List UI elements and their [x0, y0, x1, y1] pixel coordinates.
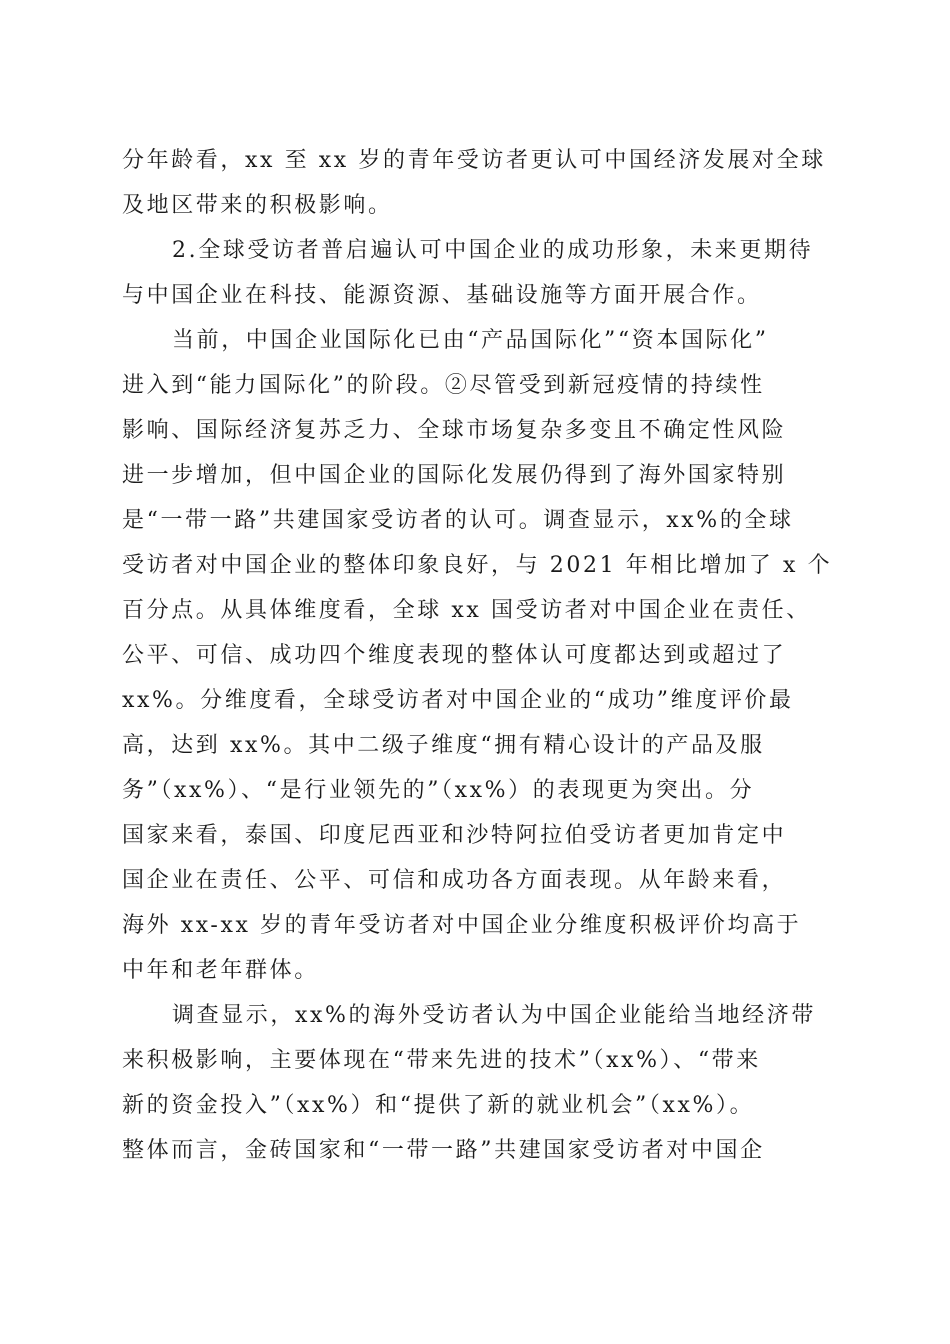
text-line: 整体而言，金砖国家和“一带一路”共建国家受访者对中国企	[122, 1138, 765, 1163]
text-line: 当前，中国企业国际化已由“产品国际化”“资本国际化”	[172, 328, 769, 353]
text-line: 是“一带一路”共建国家受访者的认可。调查显示，xx%的全球	[122, 508, 794, 533]
text-line: 中年和老年群体。	[122, 958, 319, 983]
text-line: 国家来看，泰国、印度尼西亚和沙特阿拉伯受访者更加肯定中	[122, 823, 787, 848]
text-line: 影响、国际经济复苏乏力、全球市场复杂多变且不确定性风险	[122, 418, 787, 443]
text-line: 受访者对中国企业的整体印象良好，与 2021 年相比增加了 x 个	[122, 553, 833, 578]
text-line: 高，达到 xx%。其中二级子维度“拥有精心设计的产品及服	[122, 733, 765, 758]
text-line: 国企业在责任、公平、可信和成功各方面表现。从年龄来看，	[122, 868, 787, 893]
text-line: 务”（xx%）、“是行业领先的”（xx%）的表现更为突出。分	[122, 778, 755, 803]
document-page	[122, 138, 833, 1173]
paragraph-internationalization	[122, 318, 833, 993]
text-line: xx%。分维度看，全球受访者对中国企业的“成功”维度评价最	[122, 688, 794, 713]
heading-line: 2.全球受访者普启遍认可中国企业的成功形象，未来更期待	[172, 238, 814, 263]
text-line: 分年龄看，xx 至 xx 岁的青年受访者更认可中国经济发展对全球	[122, 148, 826, 173]
text-line: 公平、可信、成功四个维度表现的整体认可度都达到或超过了	[122, 643, 787, 668]
text-line: 新的资金投入”（xx%）和“提供了新的就业机会”（xx%）。	[122, 1093, 755, 1118]
text-line: 百分点。从具体维度看，全球 xx 国受访者对中国企业在责任、	[122, 598, 811, 623]
paragraph-economic-impact	[122, 993, 824, 1173]
text-line: 及地区带来的积极影响。	[122, 193, 393, 218]
text-line: 进入到“能力国际化”的阶段。②尽管受到新冠疫情的持续性	[122, 373, 765, 398]
text-line: 调查显示，xx%的海外受访者认为中国企业能给当地经济带	[172, 1003, 816, 1028]
heading-line: 与中国企业在科技、能源资源、基础设施等方面开展合作。	[122, 283, 762, 308]
text-line: 进一步增加，但中国企业的国际化发展仍得到了海外国家特别	[122, 463, 787, 488]
paragraph-age-analysis	[122, 138, 824, 228]
section-heading-2	[122, 228, 824, 318]
text-line: 来积极影响，主要体现在“带来先进的技术”（xx%）、“带来	[122, 1048, 761, 1073]
text-line: 海外 xx-xx 岁的青年受访者对中国企业分维度积极评价均高于	[122, 913, 802, 938]
